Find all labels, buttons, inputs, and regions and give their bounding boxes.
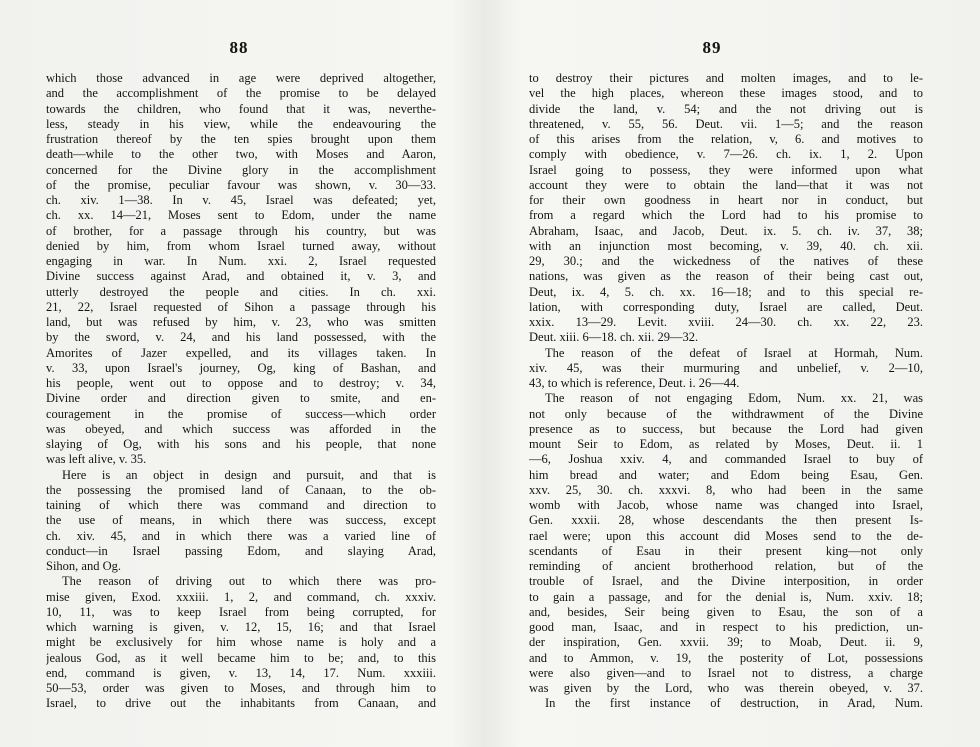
text-line: Deut, ix. 4, 5. ch. xx. 16—18; and to this special re- xyxy=(529,284,923,299)
text-line: of brother, for a passage through his country, but was xyxy=(46,223,436,238)
text-line: engaging in war. In Num. xxi. 2, Israel requested xyxy=(46,254,436,268)
text-line: 21, 22, Israel requested of Sihon a passage through his xyxy=(46,299,436,314)
left-page-text xyxy=(46,71,436,712)
text-line: mount Seir to Edom, as related by Moses, Deut. ii. 1 xyxy=(529,437,923,451)
text-line: 43, to which is reference, Deut. i. 26—44. xyxy=(529,376,740,390)
text-line: and the accomplishment of the promise to be delayed xyxy=(46,86,436,101)
text-line: utterly destroyed the people and cities. In ch. xxi. xyxy=(46,284,436,299)
text-line: land, but was refused by him, v. 23, who was smitten xyxy=(46,315,436,329)
text-line: v. 33, upon Israel's journey, Og, king of Bashan, and xyxy=(46,360,436,375)
text-line: less, steady in his view, while the endeavouring the xyxy=(46,116,436,131)
text-line: his people, went out to oppose and to destroy; v. 34, xyxy=(46,376,436,390)
left-page-number: 88 xyxy=(229,38,249,57)
text-line: divide the land, v. 54; and the not driving out is xyxy=(529,101,923,116)
text-line: der inspiration, Gen. xxvii. 39; to Moab, Deut. ii. 9, xyxy=(529,635,923,650)
text-line: towards the children, who found that it was, neverthe- xyxy=(46,101,436,116)
text-line: conduct—in Israel passing Edom, and slaying Arad, xyxy=(46,543,436,558)
text-line: was given by the Lord, who was therein obeyed, v. 37. xyxy=(529,681,923,695)
text-line: of the promise, peculiar favour was shown, v. 30—33. xyxy=(46,177,436,192)
text-line: The reason of the defeat of Israel at Hormah, Num. xyxy=(545,345,923,360)
text-line: end, command is given, v. 13, 14, 17. Num. xxxiii. xyxy=(46,665,436,680)
text-line: 50—53, order was given to Moses, and through him to xyxy=(46,681,436,695)
text-line: xiv. 45, was their murmuring and unbelief, v. 2—10, xyxy=(529,360,923,375)
text-line: was obeyed, and which success was afforded in the xyxy=(46,421,436,436)
text-line: Amorites of Jazer expelled, and its villages taken. In xyxy=(46,345,436,360)
text-line: Israel going to possess, they were informed upon what xyxy=(529,162,923,177)
text-line: The reason of not engaging Edom, Num. xx. 21, was xyxy=(545,391,923,406)
text-line: —6, Joshua xxiv. 4, and commanded Israel to buy of xyxy=(529,452,923,467)
right-page-text xyxy=(529,71,923,712)
text-line: was left alive, v. 35. xyxy=(46,452,147,467)
text-line: to destroy their pictures and molten images, and to le- xyxy=(529,71,923,85)
text-line: by the sword, v. 24, and his land possessed, with the xyxy=(46,330,436,345)
text-line: ch. xiv. 45, and in which there was a varied line of xyxy=(46,528,436,543)
text-line: and, besides, Seir being given to Esau, the son of a xyxy=(529,604,923,619)
text-line: the possessing the promised land of Canaan, to the ob- xyxy=(46,482,436,497)
text-line: couragement in the promise of success—which order xyxy=(46,406,436,421)
text-line: death—while to the other two, with Moses and Aaron, xyxy=(46,147,436,162)
text-line: denied by him, from whom Israel turned away, without xyxy=(46,238,436,253)
text-line: trouble of Israel, and the Divine interposition, in order xyxy=(529,574,923,589)
text-line: Divine success against Arad, and obtained it, v. 3, and xyxy=(46,269,436,284)
text-line: Abraham, Isaac, and Jacob, Deut. ix. 5. ch. iv. 37, 38; xyxy=(529,223,923,238)
text-line: which those advanced in age were deprived altogether, xyxy=(46,71,436,85)
text-line: taining of which there was command and direction to xyxy=(46,498,436,512)
text-line: ch. xiv. 1—38. In v. 45, Israel was defeated; yet, xyxy=(46,193,436,207)
text-line: and to Ammon, v. 19, the posterity of Lot, possessions xyxy=(529,650,923,665)
text-line: ch. xx. 14—21, Moses sent to Edom, under the name xyxy=(46,208,436,223)
right-page-number: 89 xyxy=(702,38,722,57)
text-line: lation, with corresponding duty, Israel are called, Deut. xyxy=(529,299,923,314)
text-line: threatened, v. 55, 56. Deut. vii. 1—5; and the reason xyxy=(529,116,923,131)
text-line: nations, was given as the reason of their being cast out, xyxy=(529,269,923,284)
text-line: vel the high places, whereon these images stood, and to xyxy=(529,86,923,101)
text-line: Deut. xiii. 6—18. ch. xii. 29—32. xyxy=(529,330,699,345)
text-line: Gen. xxxii. 28, whose descendants the then present Is- xyxy=(529,513,923,528)
text-line: from a regard which the Lord had to his promise to xyxy=(529,208,923,223)
text-line: him bread and water; and Edom being Esau, Gen. xyxy=(529,467,923,482)
text-line: presence as to success, but because the Lord had given xyxy=(529,421,923,436)
text-line: for their own goodness in heart nor in conduct, but xyxy=(529,193,923,207)
text-line: not only because of the withdrawment of the Divine xyxy=(529,406,923,421)
text-line: account they were to obtain the land—that it was not xyxy=(529,177,923,192)
text-line: scendants of Esau in their present king—not only xyxy=(529,543,923,558)
text-line: mise given, Exod. xxxiii. 1, 2, and command, ch. xxxiv. xyxy=(46,589,436,604)
text-line: comply with obedience, v. 7—26. ch. ix. 1, 2. Upon xyxy=(529,147,923,162)
text-line: Here is an object in design and pursuit, and that is xyxy=(62,467,436,482)
text-line: which warning is given, v. 12, 15, 16; and that Israel xyxy=(46,620,436,634)
text-line: 10, 11, was to keep Israel from being corrupted, for xyxy=(46,604,436,619)
text-line: xxix. 13—29. Levit. xviii. 24—30. ch. xx. 22, 23. xyxy=(529,315,923,329)
text-line: 29, 30.; and the wickedness of the natives of these xyxy=(529,254,923,268)
text-line: good man, Isaac, and in respect to his prediction, un- xyxy=(529,620,923,634)
text-line: slaying of Og, with his sons and his people, that none xyxy=(46,437,436,451)
text-line: In the first instance of destruction, in Arad, Num. xyxy=(545,696,923,711)
text-line: with an injunction most becoming, v. 39, 40. ch. xii. xyxy=(529,238,923,253)
text-line: frustration thereof by the ten spies brought upon them xyxy=(46,132,436,146)
text-line: Israel, to drive out the inhabitants from Canaan, and xyxy=(46,696,436,711)
text-line: rael were; upon this account did Moses send to the de- xyxy=(529,528,923,543)
text-line: Divine order and direction given to smite, and en- xyxy=(46,391,436,406)
text-line: womb with Jacob, whose name was changed into Israel, xyxy=(529,498,923,512)
text-line: the use of means, in which there was success, except xyxy=(46,513,436,528)
text-line: might be exclusively for him whose name is holy and a xyxy=(46,635,436,650)
right-page xyxy=(490,0,980,747)
text-line: jealous God, as it well became him to be; and, to this xyxy=(46,650,436,665)
text-line: The reason of driving out to which there was pro- xyxy=(62,574,436,589)
text-line: to gain a passage, and for the denial is, Num. xxiv. 18; xyxy=(529,589,923,604)
text-line: xxv. 25, 30. ch. xxxvi. 8, who had been in the same xyxy=(529,482,923,497)
text-line: were also given—and to Israel not to distress, a charge xyxy=(529,665,923,680)
text-line: reminding of ancient brotherhood relation, but of the xyxy=(529,559,923,573)
text-line: of this arises from the relation, v, 6. and motives to xyxy=(529,132,923,146)
text-line: concerned for the Divine glory in the accomplishment xyxy=(46,162,436,177)
text-line: Sihon, and Og. xyxy=(46,559,121,573)
